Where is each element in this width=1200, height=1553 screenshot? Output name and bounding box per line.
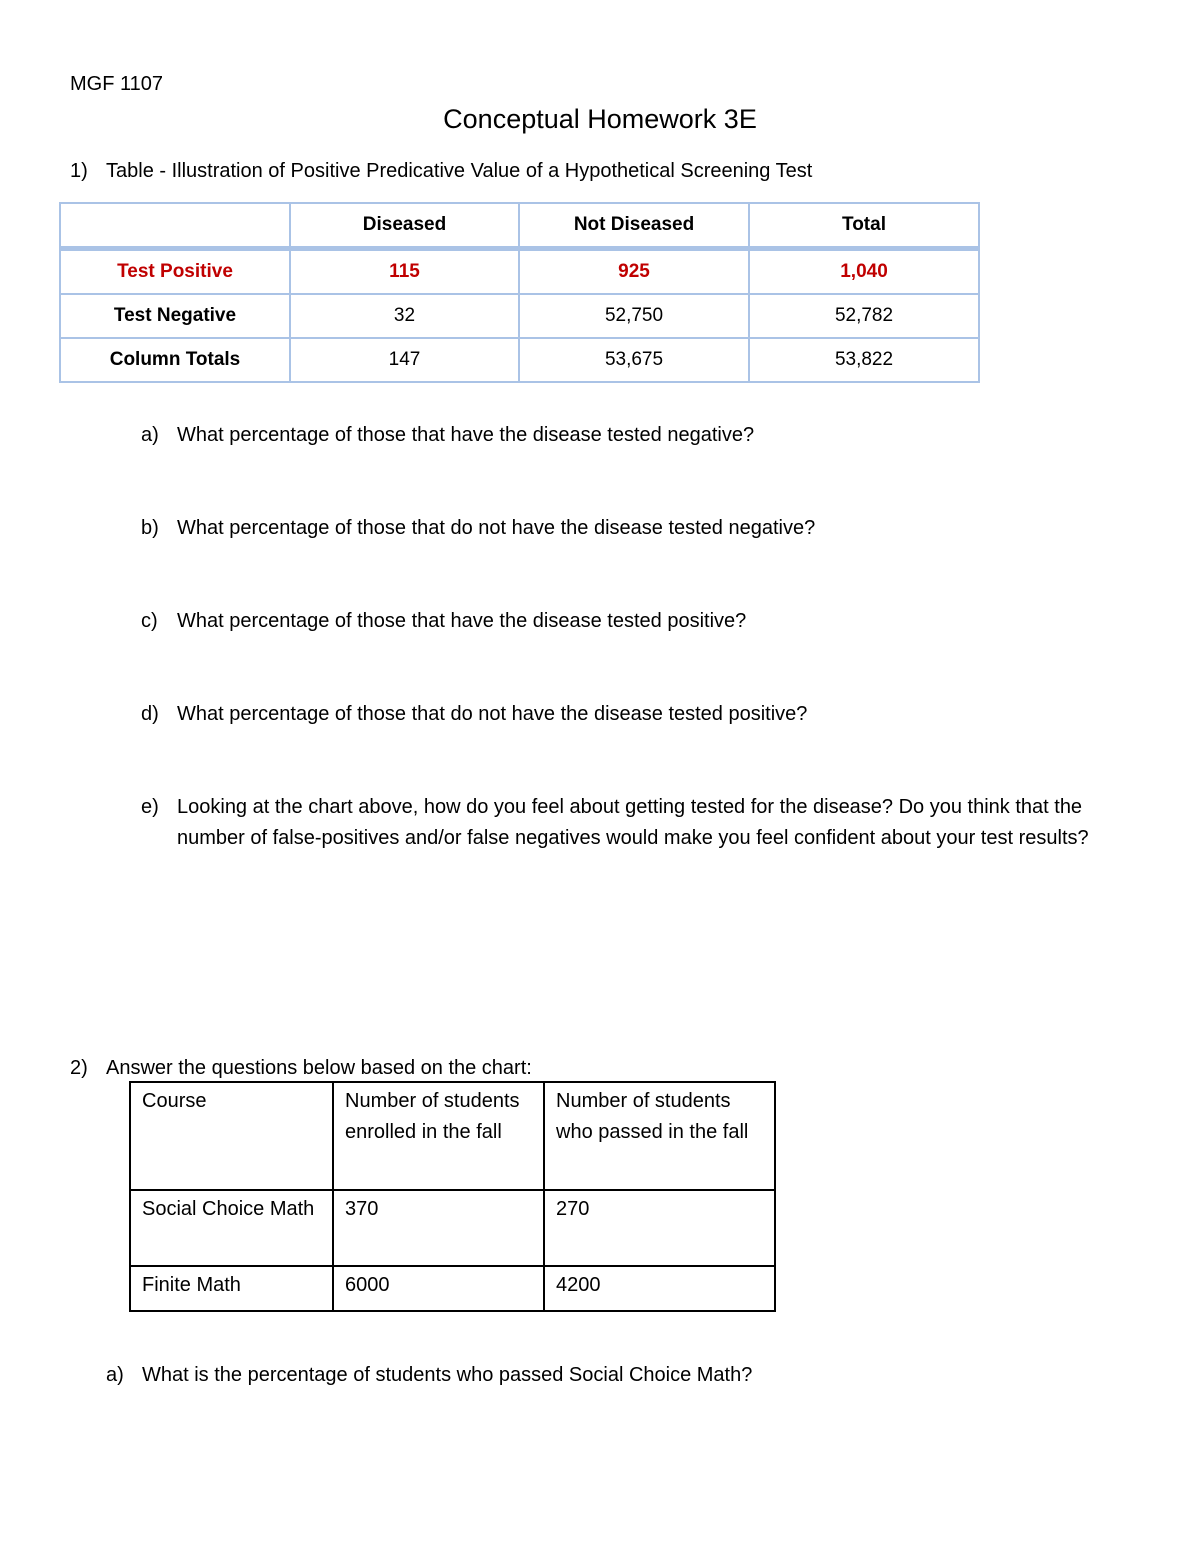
header-cell: Diseased — [290, 203, 519, 249]
table-row — [60, 249, 979, 295]
table-cell: 115 — [290, 249, 519, 295]
table-row — [60, 338, 979, 382]
q2a-label: a) — [106, 1364, 124, 1386]
q2-caption: Answer the questions below based on the chart: — [106, 1057, 532, 1079]
table-row — [130, 1190, 775, 1266]
q1e-text: Looking at the chart above, how do you feel about getting tested for the disease? Do you think that the number of false-positives and/or false negatives would make you feel confident about your test results? — [177, 796, 1089, 849]
q1c-text: What percentage of those that have the disease tested positive? — [177, 610, 747, 632]
q1-caption: Table - Illustration of Positive Predicative Value of a Hypothetical Screening Test — [106, 160, 813, 182]
row-label: Test Negative — [60, 294, 290, 338]
header-cell: Not Diseased — [519, 203, 749, 249]
table-cell: 925 — [519, 249, 749, 295]
q1a-text: What percentage of those that have the disease tested negative? — [177, 424, 755, 446]
table-cell: 32 — [290, 294, 519, 338]
table-cell: Finite Math — [130, 1266, 333, 1311]
q1-number: 1) — [70, 160, 88, 182]
header-cell — [60, 203, 290, 249]
table-cell: 52,750 — [519, 294, 749, 338]
q1d-text: What percentage of those that do not have the disease tested positive? — [177, 703, 808, 725]
row-label: Column Totals — [60, 338, 290, 382]
screening-table — [59, 202, 980, 383]
table-cell: 4200 — [544, 1266, 775, 1311]
header-cell: Number of students who passed in the fall — [544, 1082, 775, 1190]
table-cell: 147 — [290, 338, 519, 382]
q1b-text: What percentage of those that do not have the disease tested negative? — [177, 517, 816, 539]
table-row — [60, 294, 979, 338]
course-table — [129, 1081, 776, 1312]
q1b-label: b) — [141, 517, 159, 539]
course-code: MGF 1107 — [70, 73, 163, 95]
table-cell: Social Choice Math — [130, 1190, 333, 1266]
header-cell: Course — [130, 1082, 333, 1190]
table-header-row — [60, 203, 979, 249]
q1a-label: a) — [141, 424, 159, 446]
q1c-label: c) — [141, 610, 158, 632]
table-cell: 270 — [544, 1190, 775, 1266]
table-cell: 6000 — [333, 1266, 544, 1311]
table-cell: 370 — [333, 1190, 544, 1266]
row-label: Test Positive — [60, 249, 290, 295]
table-cell: 52,782 — [749, 294, 979, 338]
q2-number: 2) — [70, 1057, 88, 1079]
table-cell: 1,040 — [749, 249, 979, 295]
q1e-label: e) — [141, 796, 159, 818]
table-cell: 53,822 — [749, 338, 979, 382]
table-cell: 53,675 — [519, 338, 749, 382]
table-row — [130, 1266, 775, 1311]
header-cell: Total — [749, 203, 979, 249]
q2a-text: What is the percentage of students who passed Social Choice Math? — [142, 1364, 753, 1386]
q1d-label: d) — [141, 703, 159, 725]
table-header-row — [130, 1082, 775, 1190]
header-cell: Number of students enrolled in the fall — [333, 1082, 544, 1190]
page-title: Conceptual Homework 3E — [443, 104, 757, 134]
